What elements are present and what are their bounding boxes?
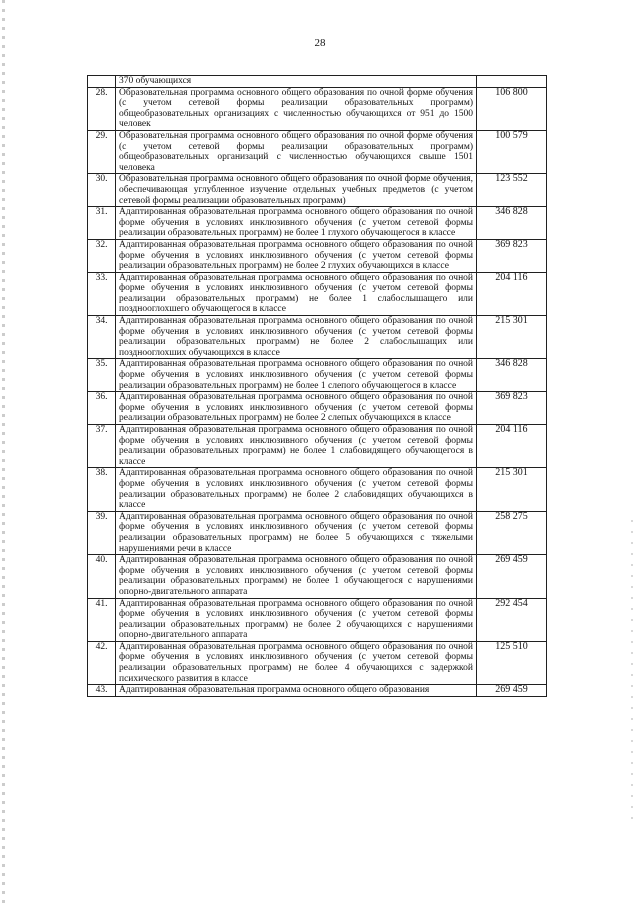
program-cost: 106 800 [477, 87, 547, 130]
row-number: 42. [88, 641, 116, 684]
program-description: Адаптированная образовательная программа основного общего образования по очной форме обучения в условиях инклюзивного обучения (с учетом сетевой формы реализации образовательных программ) не более 5 обучающихся с тяжелыми нарушениями речи в классе [116, 511, 477, 554]
program-cost: 292 454 [477, 598, 547, 641]
tariff-table [87, 75, 547, 697]
table-row [88, 272, 547, 315]
row-number: 43. [88, 685, 116, 697]
table-row [88, 555, 547, 598]
program-description: Адаптированная образовательная программа основного общего образования по очной форме обучения в условиях инклюзивного обучения (с учетом сетевой формы реализации образовательных программ) не более 2 глухих обучающихся в классе [116, 239, 477, 272]
program-description: Образовательная программа основного общего образования по очной форме обучения (с учетом сетевой формы реализации образовательных программ) общеобразовательных организаций с численностью обучающихся свыше 1501 человека [116, 130, 477, 173]
table-row [88, 316, 547, 359]
program-cost [477, 76, 547, 88]
row-number: 32. [88, 239, 116, 272]
program-cost: 369 823 [477, 392, 547, 425]
program-description: Адаптированная образовательная программа основного общего образования по очной форме обучения в условиях инклюзивного обучения (с учетом сетевой формы реализации образовательных программ) не более 1 обучающегося с нарушениями опорно-двигательного аппарата [116, 555, 477, 598]
table-row [88, 685, 547, 697]
table-row [88, 598, 547, 641]
program-cost: 215 301 [477, 468, 547, 511]
program-description: Адаптированная образовательная программа основного общего образования по очной форме обучения в условиях инклюзивного обучения (с учетом сетевой формы реализации образовательных программ) не более 2 слепых обучающихся в классе [116, 392, 477, 425]
page-number: 28 [314, 37, 326, 49]
program-description: Адаптированная образовательная программа основного общего образования по очной форме обучения в условиях инклюзивного обучения (с учетом сетевой формы реализации образовательных программ) не более 1 слабослышащего или позднооглохшего обучающегося в классе [116, 272, 477, 315]
table-row [88, 239, 547, 272]
table-row [88, 207, 547, 240]
table-row [88, 468, 547, 511]
row-number: 34. [88, 316, 116, 359]
row-number [88, 76, 116, 88]
program-description: Образовательная программа основного общего образования по очной форме обучения (с учетом сетевой формы реализации образовательных программ) общеобразовательных организациях с численностью обучающихся от 951 до 1500 человек [116, 87, 477, 130]
table-row [88, 425, 547, 468]
row-number: 40. [88, 555, 116, 598]
program-description: Адаптированная образовательная программа основного общего образования [116, 685, 477, 697]
program-cost: 369 823 [477, 239, 547, 272]
row-number: 33. [88, 272, 116, 315]
row-number: 29. [88, 130, 116, 173]
program-cost: 125 510 [477, 641, 547, 684]
table-row [88, 511, 547, 554]
program-cost: 258 275 [477, 511, 547, 554]
table-row [88, 130, 547, 173]
program-description: Образовательная программа основного общего образования по очной форме обучения, обеспечивающая углубленное изучение отдельных учебных предметов (с учетом сетевой формы реализации образовательных программ) [116, 174, 477, 207]
program-cost: 269 459 [477, 685, 547, 697]
table-row [88, 641, 547, 684]
program-cost: 215 301 [477, 316, 547, 359]
program-cost: 346 828 [477, 359, 547, 392]
row-number: 31. [88, 207, 116, 240]
table-row [88, 87, 547, 130]
table-row [88, 359, 547, 392]
program-description: Адаптированная образовательная программа основного общего образования по очной форме обучения в условиях инклюзивного обучения (с учетом сетевой формы реализации образовательных программ) не более 2 слабовидящих обучающихся в классе [116, 468, 477, 511]
row-number: 37. [88, 425, 116, 468]
program-cost: 269 459 [477, 555, 547, 598]
program-cost: 100 579 [477, 130, 547, 173]
scan-edge-artifact [2, 0, 5, 905]
program-description: Адаптированная образовательная программа основного общего образования по очной форме обучения в условиях инклюзивного обучения (с учетом сетевой формы реализации образовательных программ) не более 1 слепого обучающегося в классе [116, 359, 477, 392]
program-cost: 204 116 [477, 272, 547, 315]
program-cost: 346 828 [477, 207, 547, 240]
table-row [88, 76, 547, 88]
scan-edge-artifact [631, 520, 633, 820]
program-description: 370 обучающихся [116, 76, 477, 88]
program-description: Адаптированная образовательная программа основного общего образования по очной форме обучения в условиях инклюзивного обучения (с учетом сетевой формы реализации образовательных программ) не более 2 слабослышащих или позднооглохших обучающихся в классе [116, 316, 477, 359]
table-row [88, 174, 547, 207]
table-row [88, 392, 547, 425]
table-body [88, 76, 547, 697]
program-cost: 204 116 [477, 425, 547, 468]
program-description: Адаптированная образовательная программа основного общего образования по очной форме обучения в условиях инклюзивного обучения (с учетом сетевой формы реализации образовательных программ) не более 1 глухого обучающегося в классе [116, 207, 477, 240]
row-number: 35. [88, 359, 116, 392]
program-description: Адаптированная образовательная программа основного общего образования по очной форме обучения в условиях инклюзивного обучения (с учетом сетевой формы реализации образовательных программ) не более 2 обучающихся с нарушениями опорно-двигательного аппарата [116, 598, 477, 641]
program-description: Адаптированная образовательная программа основного общего образования по очной форме обучения в условиях инклюзивного обучения (с учетом сетевой формы реализации образовательных программ) не более 4 обучающихся с задержкой психического развития в классе [116, 641, 477, 684]
program-cost: 123 552 [477, 174, 547, 207]
row-number: 36. [88, 392, 116, 425]
row-number: 30. [88, 174, 116, 207]
program-description: Адаптированная образовательная программа основного общего образования по очной форме обучения в условиях инклюзивного обучения (с учетом сетевой формы реализации образовательных программ) не более 1 слабовидящего обучающегося в классе [116, 425, 477, 468]
row-number: 39. [88, 511, 116, 554]
row-number: 41. [88, 598, 116, 641]
row-number: 38. [88, 468, 116, 511]
row-number: 28. [88, 87, 116, 130]
